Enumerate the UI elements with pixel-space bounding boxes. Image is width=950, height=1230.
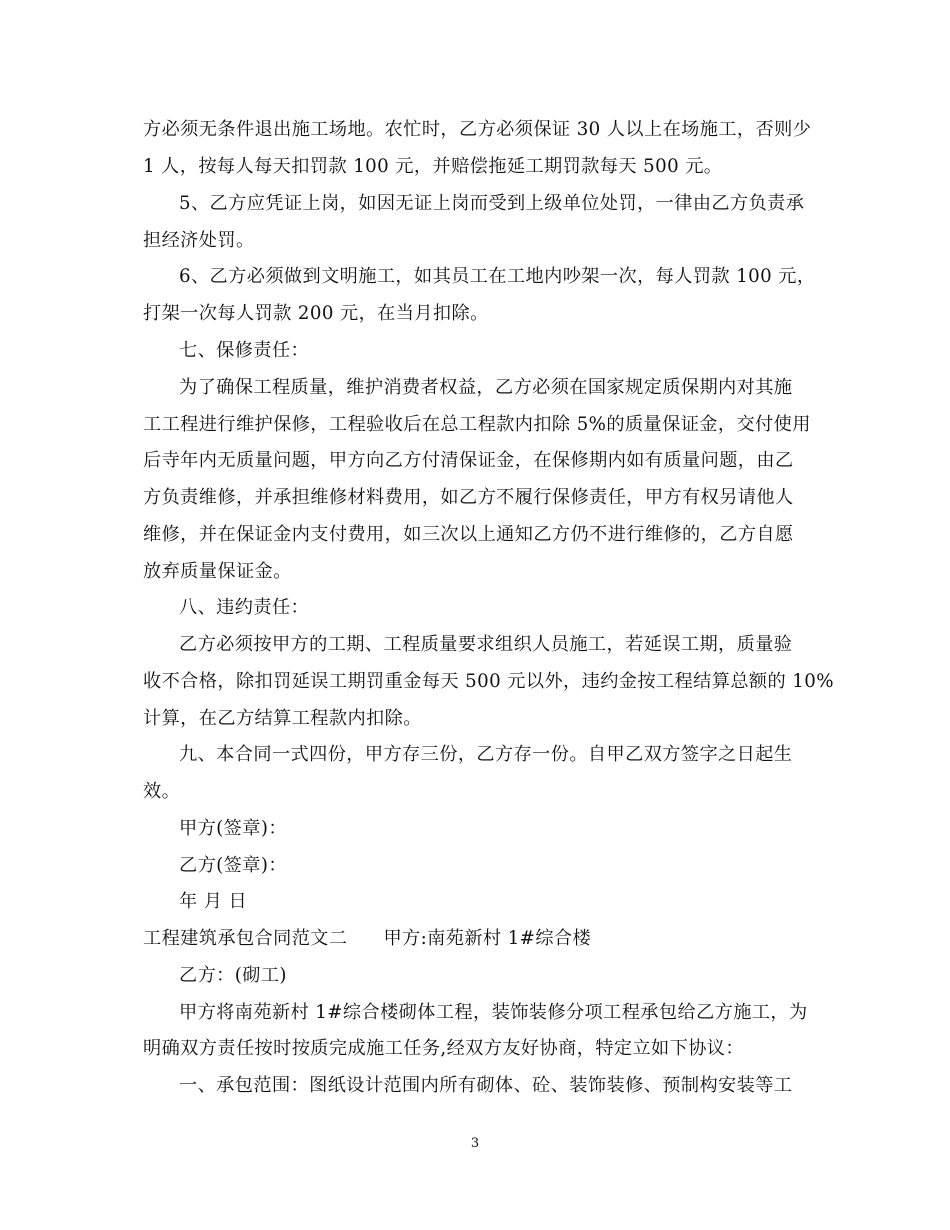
text-line: 方负责维修，并承担维修材料费用，如乙方不履行保修责任，甲方有权另请他人 [143, 487, 794, 508]
party-b-line: 乙方：(砌工) [179, 965, 287, 986]
text-line: 6、乙方必须做到文明施工，如其员工在工地内吵架一次，每人罚款 100 元， [179, 266, 816, 287]
text-line: 5、乙方应凭证上岗，如因无证上岗而受到上级单位处罚，一律由乙方负责承 [179, 193, 805, 214]
text-line: 方必须无条件退出施工场地。农忙时，乙方必须保证 30 人以上在场施工，否则少 [143, 119, 812, 140]
text-line: 担经济处罚。 [143, 230, 255, 251]
text-line: 工工程进行维护保修，工程验收后在总工程款内扣除 5%的质量保证金，交付使用 [143, 414, 811, 435]
heading-title: 工程建筑承包合同范文二 [143, 928, 348, 949]
heading-party-a: 甲方:南苑新村 1#综合楼 [383, 928, 592, 949]
signature-party-a: 甲方(签章)： [179, 818, 287, 839]
document-heading [143, 924, 591, 954]
date-line: 年 月 日 [179, 891, 248, 912]
text-line: 乙方必须按甲方的工期、工程质量要求组织人员施工，若延误工期，质量验 [179, 634, 793, 655]
text-line: 一、承包范围：图纸设计范围内所有砌体、砼、装饰装修、预制构安装等工 [179, 1075, 793, 1096]
text-line: 后寺年内无质量问题，甲方向乙方付清保证金，在保修期内如有质量问题，由乙 [143, 450, 794, 471]
text-line: 维修，并在保证金内支付费用，如三次以上通知乙方仍不进行维修的，乙方自愿 [143, 524, 794, 545]
text-line: 打架一次每人罚款 200 元，在当月扣除。 [143, 303, 489, 324]
text-line: 计算，在乙方结算工程款内扣除。 [143, 708, 422, 729]
text-line: 放弃质量保证金。 [143, 561, 292, 582]
text-line: 九、本合同一式四份，甲方存三份，乙方存一份。自甲乙双方签字之日起生 [179, 744, 793, 765]
section-heading: 七、保修责任： [179, 340, 310, 361]
section-heading: 八、违约责任： [179, 597, 310, 618]
signature-party-b: 乙方(签章)： [179, 855, 287, 876]
page-number: 3 [470, 1136, 480, 1151]
text-line: 为了确保工程质量，维护消费者权益，乙方必须在国家规定质保期内对其施 [179, 377, 793, 398]
text-line: 甲方将南苑新村 1#综合楼砌体工程，装饰装修分项工程承包给乙方施工，为 [179, 1002, 808, 1023]
text-line: 明确双方责任按时按质完成施工任务,经双方友好协商，特定立如下协议： [143, 1038, 744, 1059]
text-line: 收不合格，除扣罚延误工期罚重金每天 500 元以外，违约金按工程结算总额的 10% [143, 671, 834, 692]
text-line: 效。 [143, 781, 181, 802]
text-line: 1 人，按每人每天扣罚款 100 元，并赔偿拖延工期罚款每天 500 元。 [143, 156, 723, 177]
